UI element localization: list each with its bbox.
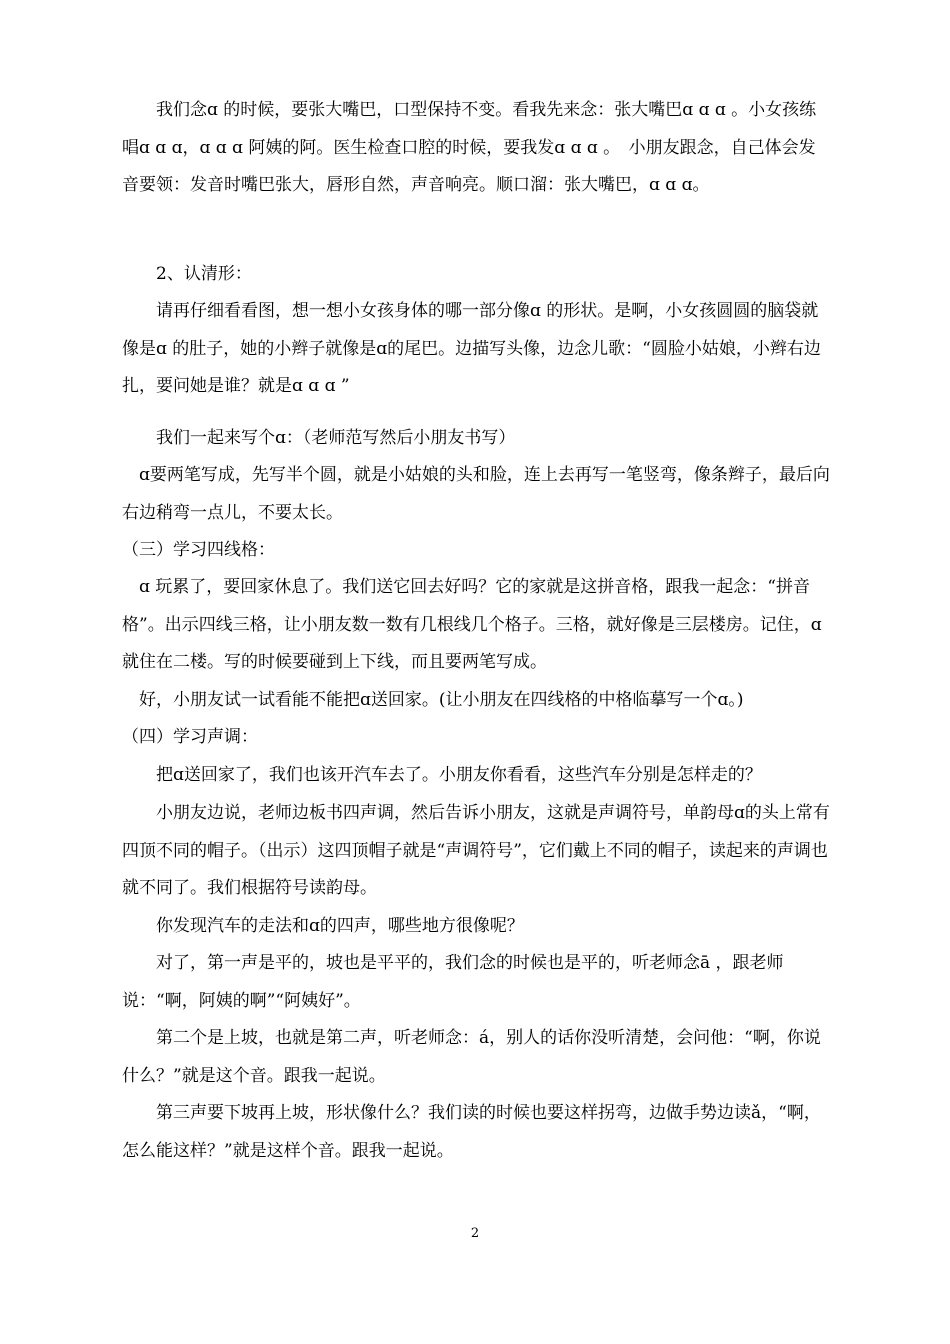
paragraph-tone-marks: 小朋友边说，老师边板书四声调，然后告诉小朋友，这就是声调符号，单韵母ɑ的头上常有四顶不同的帽子。（出示）这四顶帽子就是“声调符号”，它们戴上不同的帽子，读起来的声调也就不同了。我们根据符号读韵母。: [122, 803, 830, 898]
paragraph-shape: 请再仔细看看图，想一想小女孩身体的哪一部分像ɑ 的形状。是啊，小女孩圆圆的脑袋就像是ɑ 的肚子，她的小辫子就像是ɑ的尾巴。边描写头像，边念儿歌：“圆脸小姑娘，小辫右边扎，要问她是谁？就是ɑ ɑ ɑ ”: [122, 301, 821, 396]
paragraph-second-tone: 第二个是上坡，也就是第二声，听老师念：á，别人的话你没听清楚，会问他：“啊，你说什么？”就是这个音。跟我一起说。: [122, 1028, 821, 1086]
paragraph-first-tone: 对了，第一声是平的，坡也是平平的，我们念的时候也是平的，听老师念ā ，跟老师说：“啊，阿姨的啊”“阿姨好”。: [122, 953, 784, 1011]
paragraph-cars: 把ɑ送回家了，我们也该开汽车去了。小朋友你看看，这些汽车分别是怎样走的？: [122, 765, 762, 785]
paragraph-four-line-grid: ɑ 玩累了，要回家休息了。我们送它回去好吗？它的家就是这拼音格，跟我一起念：“拼音格”。出示四线三格，让小朋友数一数有几根线几个格子。三格，就好像是三层楼房。记住，ɑ就住在二楼。写的时候要碰到上下线，而且要两笔写成。: [122, 577, 822, 672]
paragraph-question: 你发现汽车的走法和ɑ的四声，哪些地方很像呢？: [122, 916, 524, 936]
page-number: 2: [470, 1226, 480, 1241]
paragraph-practice: 好，小朋友试一试看能不能把ɑ送回家。(让小朋友在四线格的中格临摹写一个ɑ。): [122, 690, 744, 710]
heading-tones: （四）学习声调：: [122, 727, 258, 747]
heading-four-line-grid: （三）学习四线格：: [122, 540, 275, 560]
heading-recognize-shape: 2、认清形：: [122, 264, 252, 284]
paragraph-third-tone: 第三声要下坡再上坡，形状像什么？我们读的时候也要这样拐弯，边做手势边读ǎ，“啊，怎么能这样？”就是这样个音。跟我一起说。: [122, 1103, 821, 1161]
paragraph-pronunciation: 我们念ɑ 的时候，要张大嘴巴，口型保持不变。看我先来念：张大嘴巴ɑ ɑ ɑ 。小女孩练唱ɑ ɑ ɑ，ɑ ɑ ɑ 阿姨的阿。医生检查口腔的时候，要我发ɑ ɑ ɑ 。 小朋友跟念，自己体会发音要领：发音时嘴巴张大，唇形自然，声音响亮。顺口溜：张大嘴巴，ɑ ɑ ɑ。: [122, 100, 817, 195]
paragraph-write-steps: ɑ要两笔写成，先写半个圆，就是小姑娘的头和脸，连上去再写一笔竖弯，像条辫子，最后向右边稍弯一点儿，不要太长。: [122, 465, 830, 523]
paragraph-write-intro: 我们一起来写个ɑ：（老师范写然后小朋友书写）: [122, 428, 516, 448]
